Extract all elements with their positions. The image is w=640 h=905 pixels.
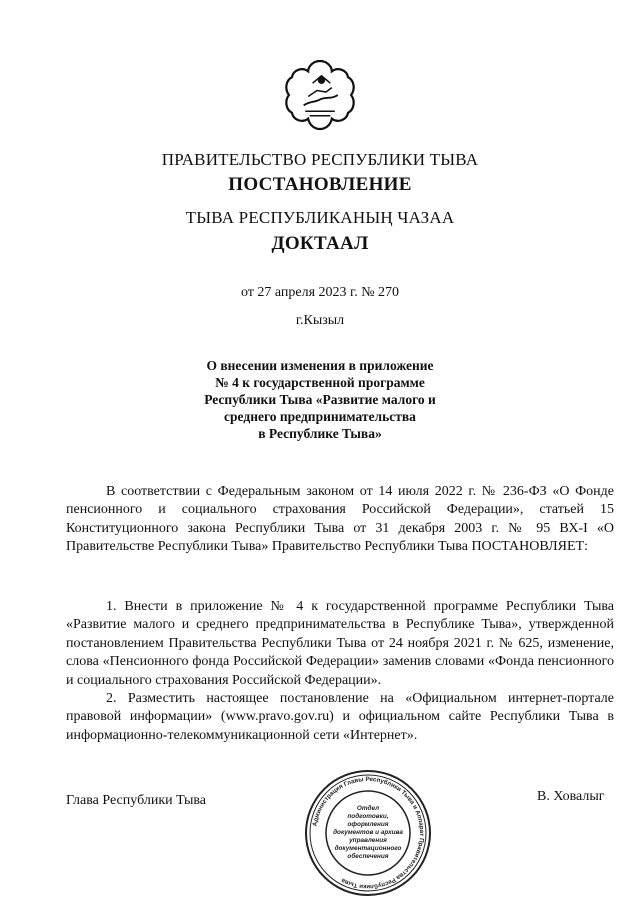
- government-title-tyv: ТЫВА РЕСПУБЛИКАНЫҢ ЧАЗАА: [185, 208, 455, 227]
- doc-type-tyv: ДОКТААЛ: [271, 233, 369, 254]
- subject-line: в Республике Тыва»: [258, 426, 382, 441]
- svg-text:Администрация Главы Республики: Администрация Главы Республики Тыва и Аппарат Правительства Республики Тыва: [311, 775, 426, 891]
- date-number: от 27 апреля 2023 г. № 270: [240, 285, 400, 300]
- svg-text:обеспечения: обеспечения: [347, 853, 389, 860]
- government-title-ru: ПРАВИТЕЛЬСТВО РЕСПУБЛИКИ ТЫВА: [161, 150, 479, 169]
- body-paragraph-1: В соответствии с Федеральным законом от 14 июля 2022 г. № 236-ФЗ «О Фонде пенсионного и социального страхования Российской Федерации», статьей 15 Конституционного закона Республики Тыва от 31 декабря 2003 г. № 95 ВХ-I «О Правительстве Республики Тыва» Правительство Республики Тыва ПОСТАНОВЛЯЕТ:: [66, 484, 614, 555]
- city: г.Кызыл: [295, 313, 345, 328]
- subject-line: среднего предпринимательства: [224, 409, 416, 424]
- subject-block: [160, 357, 480, 442]
- body-paragraph-3: 2. Разместить настоящее постановление на «Официальном интернет-портале правовой информации» (www.pravo.gov.ru) и официальном сайте Республики Тыва в информационно-телекоммуникационной сети «Интернет».: [66, 691, 614, 743]
- doc-type-ru: ПОСТАНОВЛЕНИЕ: [228, 174, 412, 195]
- body-paragraph-2: 1. Внести в приложение № 4 к государственной программе Республики Тыва «Развитие малого и среднего предпринимательства в Республике Тыва», утвержденной постановлением Правительства Республики Тыва от 24 ноября 2021 г. № 625, изменение, слова «Пенсионного фонда Российской Федерации» заменив словами «Фонда пенсионного и социального страхования Российской Федерации».: [66, 599, 614, 688]
- subject-line: О внесении изменения в приложение: [206, 358, 434, 373]
- svg-text:Отдел: Отдел: [356, 805, 380, 812]
- body-paragraph-2-block: [66, 598, 614, 745]
- svg-text:документационного: документационного: [334, 845, 402, 852]
- svg-text:оформления: оформления: [347, 821, 389, 828]
- signer-name: В. Ховалыг: [537, 789, 605, 804]
- body-paragraph-1-block: [66, 483, 614, 557]
- subject-line: Республики Тыва «Развитие малого и: [204, 392, 436, 407]
- official-stamp-icon: [303, 768, 433, 898]
- subject-line: № 4 к государственной программе: [215, 375, 425, 390]
- tuva-emblem-icon: [283, 58, 357, 132]
- svg-text:управления: управления: [349, 837, 387, 844]
- signer-position: Глава Республики Тыва: [66, 793, 207, 808]
- svg-text:документов и архива: документов и архива: [333, 829, 403, 836]
- svg-text:подготовки,: подготовки,: [347, 813, 389, 820]
